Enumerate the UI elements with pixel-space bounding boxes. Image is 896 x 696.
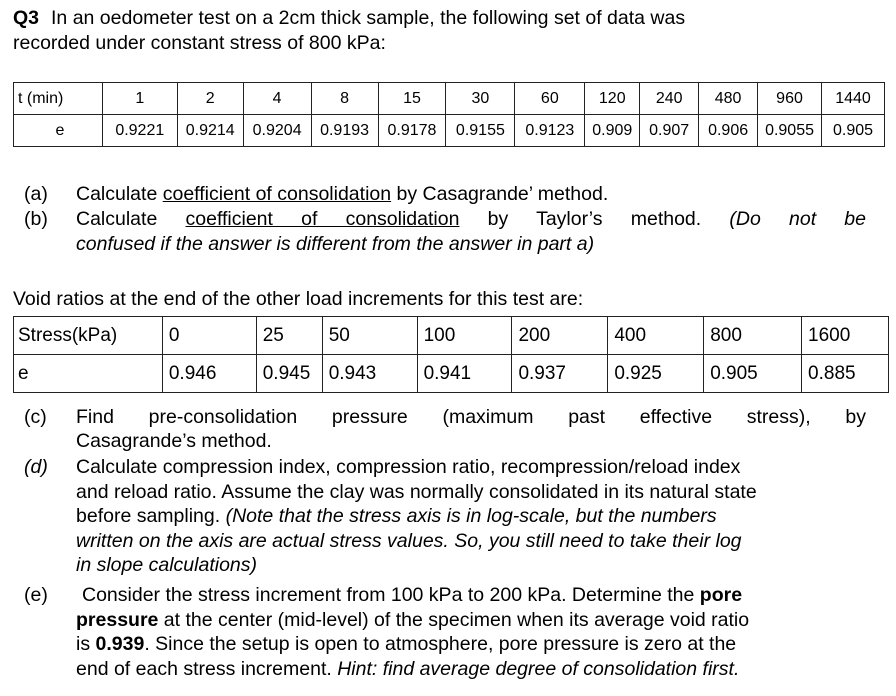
stress-void-ratio-table [13, 316, 889, 393]
time-cell: 8 [311, 83, 378, 115]
void-ratio-cell: 0.943 [322, 355, 417, 393]
void-ratio-cell: 0.885 [802, 355, 889, 393]
stress-cell: 0 [162, 317, 256, 355]
time-cell: 240 [640, 83, 699, 115]
part-c [24, 405, 884, 455]
part-c-label: (c) [24, 406, 47, 428]
stress-cell: 100 [417, 317, 512, 355]
part-b-line1: Calculate coefficient of consolidation by Taylor’s method. (Do not be [76, 208, 867, 230]
time-cell: 960 [758, 83, 822, 115]
time-cell: 60 [515, 83, 585, 115]
void-ratio-intro: Void ratios at the end of the other load increments for this test are: [13, 288, 584, 310]
part-e-line3: is 0.939. Since the setup is open to atmosphere, pore pressure is zero at the [76, 633, 737, 655]
part-a-label: (a) [24, 183, 48, 205]
part-a [24, 182, 884, 208]
part-d-line5: in slope calculations) [76, 554, 258, 576]
time-cell: 1440 [822, 83, 885, 115]
void-ratio-row [14, 355, 889, 393]
time-cell: 2 [177, 83, 243, 115]
void-ratio-row-label: e [14, 115, 103, 147]
void-ratio-row [14, 115, 885, 147]
time-cell: 30 [446, 83, 515, 115]
stress-cell: 25 [256, 317, 322, 355]
time-row-label: t (min) [14, 83, 103, 115]
part-c-line1: Find pre-consolidation pressure (maximum past effective stress), by [76, 406, 866, 428]
void-ratio-cell: 0.9221 [102, 115, 177, 147]
void-ratio-cell: 0.9193 [311, 115, 378, 147]
part-d-line3: before sampling. (Note that the stress axis is in log-scale, but the numbers [76, 505, 717, 527]
part-e [24, 583, 884, 688]
void-ratio-cell: 0.907 [640, 115, 699, 147]
void-ratio-cell: 0.937 [512, 355, 608, 393]
stress-row [14, 317, 889, 355]
void-ratio-cell: 0.946 [162, 355, 256, 393]
part-d-line2: and reload ratio. Assume the clay was normally consolidated in its natural state [76, 480, 757, 503]
time-cell: 4 [243, 83, 311, 115]
part-c-line2: Casagrande’s method. [76, 430, 272, 452]
part-b-line2: confused if the answer is different from the answer in part a) [76, 233, 595, 255]
part-a-text: Calculate coefficient of consolidation by Casagrande’ method. [76, 183, 609, 205]
underlined-term: coefficient of consolidation [185, 208, 460, 230]
stress-cell: 200 [512, 317, 608, 355]
void-ratio-cell: 0.9178 [378, 115, 446, 147]
part-d [24, 455, 884, 580]
question-intro-line2: recorded under constant stress of 800 kPa: [13, 32, 386, 54]
part-e-line1: Consider the stress increment from 100 kPa to 200 kPa. Determine the pore [82, 584, 743, 606]
part-d-label: (d) [24, 456, 48, 478]
void-ratio-cell: 0.9055 [758, 115, 822, 147]
void-ratio-cell: 0.941 [417, 355, 512, 393]
time-cell: 15 [378, 83, 446, 115]
time-void-ratio-table [13, 82, 885, 147]
part-d-line1: Calculate compression index, compression ratio, recompression/reload index [76, 456, 741, 478]
void-ratio-cell: 0.909 [585, 115, 640, 147]
stress-cell: 800 [704, 317, 802, 355]
part-e-line4: end of each stress increment. Hint: find average degree of consolidation first. [76, 657, 740, 680]
stress-cell: 1600 [802, 317, 889, 355]
time-cell: 120 [585, 83, 640, 115]
stress-cell: 400 [608, 317, 704, 355]
void-ratio-cell: 0.905 [704, 355, 802, 393]
part-b-label: (b) [24, 208, 48, 230]
void-ratio-cell: 0.945 [256, 355, 322, 393]
question-number: Q3 [13, 7, 40, 29]
void-ratio-cell: 0.9155 [446, 115, 515, 147]
void-ratio-row-label: e [14, 355, 163, 393]
question-intro-line1: Q3 In an oedometer test on a 2cm thick sample, the following set of data was [13, 7, 686, 29]
time-row [14, 83, 885, 115]
void-ratio-cell: 0.9204 [243, 115, 311, 147]
stress-row-label: Stress(kPa) [14, 317, 163, 355]
void-ratio-cell: 0.9123 [515, 115, 585, 147]
underlined-term: coefficient of consolidation [162, 183, 392, 205]
part-d-line4: written on the axis are actual stress values. So, you still need to take their log [76, 529, 742, 552]
part-b [24, 207, 884, 259]
part-e-line2: pressure at the center (mid-level) of the specimen when its average void ratio [76, 608, 750, 631]
void-ratio-cell: 0.906 [699, 115, 758, 147]
time-cell: 1 [102, 83, 177, 115]
void-ratio-cell: 0.925 [608, 355, 704, 393]
void-ratio-cell: 0.9214 [177, 115, 243, 147]
void-ratio-cell: 0.905 [822, 115, 885, 147]
part-e-label: (e) [24, 584, 48, 606]
stress-cell: 50 [322, 317, 417, 355]
time-cell: 480 [699, 83, 758, 115]
